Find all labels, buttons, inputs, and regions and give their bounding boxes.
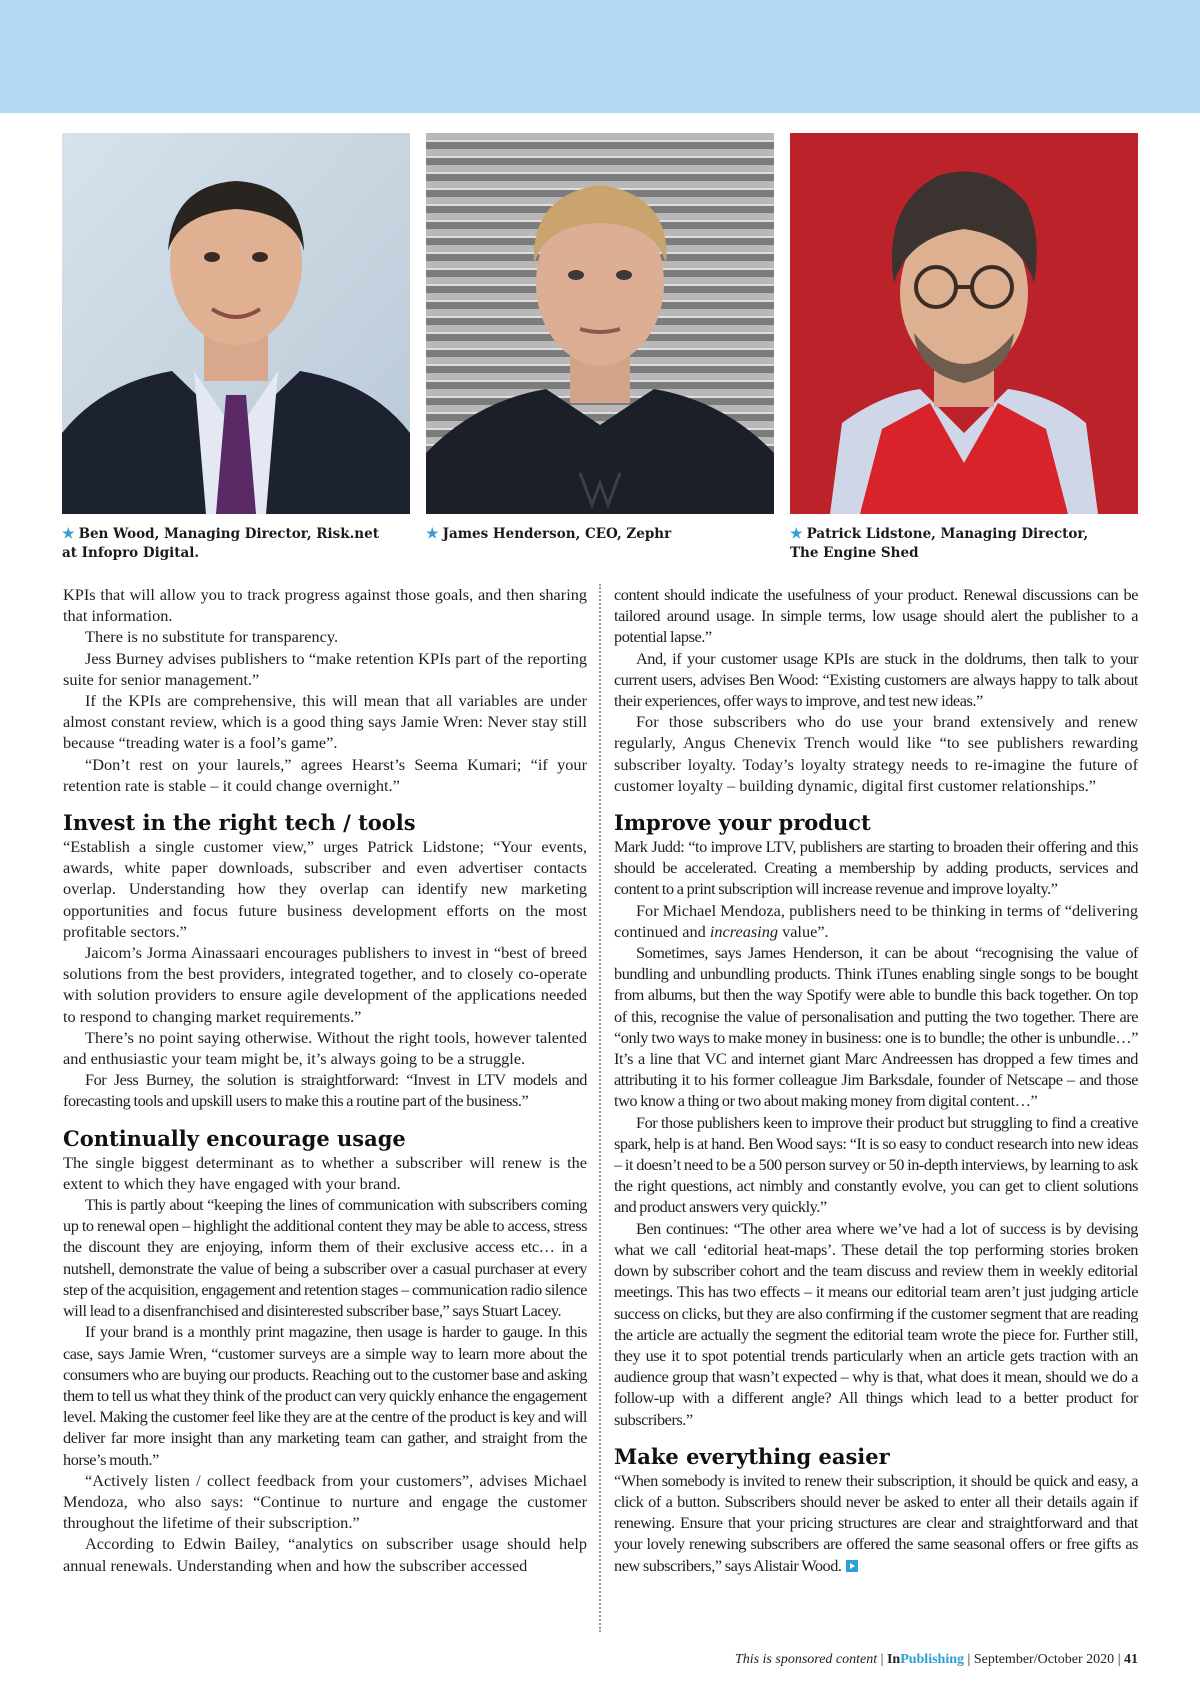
- column-divider: [599, 584, 601, 1632]
- article-column-left: [63, 584, 587, 1576]
- paragraph: Ben continues: “The other area where we’ve had a lot of success is by devising what we call ‘editorial heat-maps’. These detail the top performing stories broken down by subscriber cohort and the team discuss and review them in weekly editorial meetings. This has two effects – it means our editorial team aren’t just judging article success on clicks, but they are also confirming if the customer segment that are reading the article are actually the segment the editorial team wrote the piece for. Further still, they use it to spot potential trends particularly when an article gets traction with an audience group that wasn’t expected – why is that, what does it mean, should we do a follow-up with a different angle? All things which lead to a better product for subscribers.”: [614, 1218, 1138, 1429]
- paragraph: Jess Burney advises publishers to “make retention KPIs part of the reporting suite for senior management.”: [63, 648, 587, 689]
- issue-date: September/October 2020: [973, 1652, 1115, 1667]
- portrait-photo-ben-wood: [62, 133, 410, 514]
- star-icon: ★: [790, 526, 803, 542]
- brand-name-publishing: Publishing: [900, 1652, 965, 1667]
- portrait-photo-patrick-lidstone: [790, 133, 1138, 514]
- paragraph: For those publishers keen to improve their product but struggling to find a creative spark, help is at hand. Ben Wood says: “It is so easy to conduct research into new ideas – it doesn’t need to be a 500 person survey or 50 in-depth interviews, by learning to ask the right questions, act nimbly and constantly evolve, you can get to client solutions and product answers very quickly.”: [614, 1112, 1138, 1217]
- paragraph: Jaicom’s Jorma Ainassaari encourages publishers to invest in “best of breed solutions from the best providers, integrated together, and to closely co-operate with solution providers to ensure agile development of the applications needed to respond to changing market requirements.”: [63, 943, 587, 1026]
- paragraph: content should indicate the usefulness of your product. Renewal discussions can be tailored around usage. In simple terms, low usage should alert the publisher to a potential lapse.”: [614, 585, 1138, 647]
- paragraph: KPIs that will allow you to track progress against those goals, and then sharing that information.: [63, 585, 587, 626]
- star-icon: ★: [62, 526, 75, 542]
- photo-caption-patrick-lidstone: ★ Patrick Lidstone, Managing Director, The Engine Shed: [790, 526, 1089, 561]
- sponsored-note: This is sponsored content: [734, 1652, 878, 1667]
- section-heading: Invest in the right tech / tools: [63, 810, 416, 836]
- paragraph: This is partly about “keeping the lines of communication with subscribers coming up to renewal open – highlight the additional content they may be able to access, stress the discount they are enjoying, inform them of their exclusive access etc… in a nutshell, demonstrate the value of being a subscriber over a casual purchaser at every step of the acquisition, engagement and retention stages – communication radio silence will lead to a disenfranchised and disinterested subscriber base,” says Stuart Lacey.: [63, 1195, 587, 1321]
- paragraph: For those subscribers who do use your brand extensively and renew regularly, Angus Chenevix Trench would like “to see publishers rewarding subscriber loyalty. Today’s loyalty strategy needs to re-imagine the future of customer loyalty – building dynamic, digital first customer relationships.”: [614, 712, 1138, 795]
- section-heading: Make everything easier: [614, 1443, 890, 1469]
- paragraph: Mark Judd: “to improve LTV, publishers are starting to broaden their offering and this should be accelerated. Creating a membership by adding products, services and content to a print subscription will increase revenue and improve loyalty.”: [614, 837, 1138, 899]
- paragraph: If the KPIs are comprehensive, this will mean that all variables are under almost constant review, which is a good thing says Jamie Wren: Never stay still because “treading water is a fool’s game”.: [63, 691, 587, 753]
- paragraph: “When somebody is invited to renew their subscription, it should be quick and easy, a click of a button. Subscribers should never be asked to enter all their details again if renewing. Ensure that your pricing structures are clear and straightforward and that your lovely renewing subscribers are offered the same seasonal offers or free gifts as new subscribers,” says Alistair Wood.: [614, 1470, 1138, 1575]
- paragraph: According to Edwin Bailey, “analytics on subscriber usage should help annual renewals. Understanding when and how the subscriber accessed: [63, 1534, 587, 1575]
- emphasis: increasing: [709, 921, 778, 941]
- paragraph: And, if your customer usage KPIs are stuck in the doldrums, then talk to your current users, advises Ben Wood: “Existing customers are always happy to talk about their experiences, offer ways to improve, and test new ideas.”: [614, 648, 1138, 711]
- paragraph: There’s no point saying otherwise. Without the right tools, however talented and enthusiastic your team might be, it’s always going to be a struggle.: [63, 1027, 587, 1069]
- paragraph: For Michael Mendoza, publishers need to be thinking in terms of “delivering continued and increasing value”.: [614, 900, 1138, 941]
- paragraph: “Establish a single customer view,” urges Patrick Lidstone; “Your events, awards, white paper downloads, subscriber and even advertiser contacts overlap. Understanding how they overlap can identify new marketing opportunities and focus future business development efforts on the most profitable sectors.”: [63, 837, 587, 941]
- paragraph: The single biggest determinant as to whether a subscriber will renew is the extent to which they have engaged with your brand.: [63, 1152, 587, 1193]
- article-column-right: [614, 584, 1138, 1576]
- section-heading: Improve your product: [614, 810, 871, 836]
- paragraph: If your brand is a monthly print magazine, then usage is harder to gauge. In this case, says Jamie Wren, “customer surveys are a simple way to learn more about the consumers who are buying our products. Reaching out to the customer base and asking them to tell us what they think of the product can very quickly enhance the engagement level. Making the customer feel like they are at the centre of the product is key and will deliver far more insight than any marketing team can gather, and straight from the horse’s mouth.”: [63, 1322, 587, 1469]
- end-of-article-icon: [846, 1560, 858, 1572]
- paragraph: “Don’t rest on your laurels,” agrees Hearst’s Seema Kumari; “if your retention rate is stable – it could change overnight.”: [63, 754, 587, 795]
- page-footer: This is sponsored content | InPublishing | September/October 2020 | 41: [734, 1652, 1138, 1667]
- paragraph: Sometimes, says James Henderson, it can be about “recognising the value of bundling and unbundling products. Think iTunes enabling single songs to be bought from albums, but then the way Spotify were able to bundle this back together. On top of this, recognise the value of personalisation and putting the two together. There are “only two ways to make money in business: one is to bundle; the other is unbundle…” It’s a line that VC and internet giant Marc Andreessen has dropped a few times and attributing it to his former colleague Jim Barksdale, founder of Netscape – and those two know a thing or two about making money from digital content…”: [614, 943, 1138, 1111]
- paragraph: For Jess Burney, the solution is straightforward: “Invest in LTV models and forecasting tools and upskill users to make this a routine part of the business.”: [63, 1070, 587, 1111]
- page-number: 41: [1124, 1652, 1138, 1667]
- header-band: [0, 0, 1200, 113]
- paragraph: “Actively listen / collect feedback from your customers”, advises Michael Mendoza, who also says: “Continue to nurture and engage the customer throughout the lifetime of their subscription.”: [63, 1470, 587, 1533]
- photo-caption-james-henderson: ★ James Henderson, CEO, Zephr: [426, 526, 672, 542]
- photo-caption-ben-wood: ★ Ben Wood, Managing Director, Risk.net at Infopro Digital.: [62, 526, 379, 561]
- brand-name-in: In: [886, 1652, 901, 1667]
- section-heading: Continually encourage usage: [63, 1125, 406, 1151]
- paragraph: There is no substitute for transparency.: [85, 627, 339, 647]
- star-icon: ★: [426, 526, 439, 542]
- portrait-photo-james-henderson: [426, 133, 774, 514]
